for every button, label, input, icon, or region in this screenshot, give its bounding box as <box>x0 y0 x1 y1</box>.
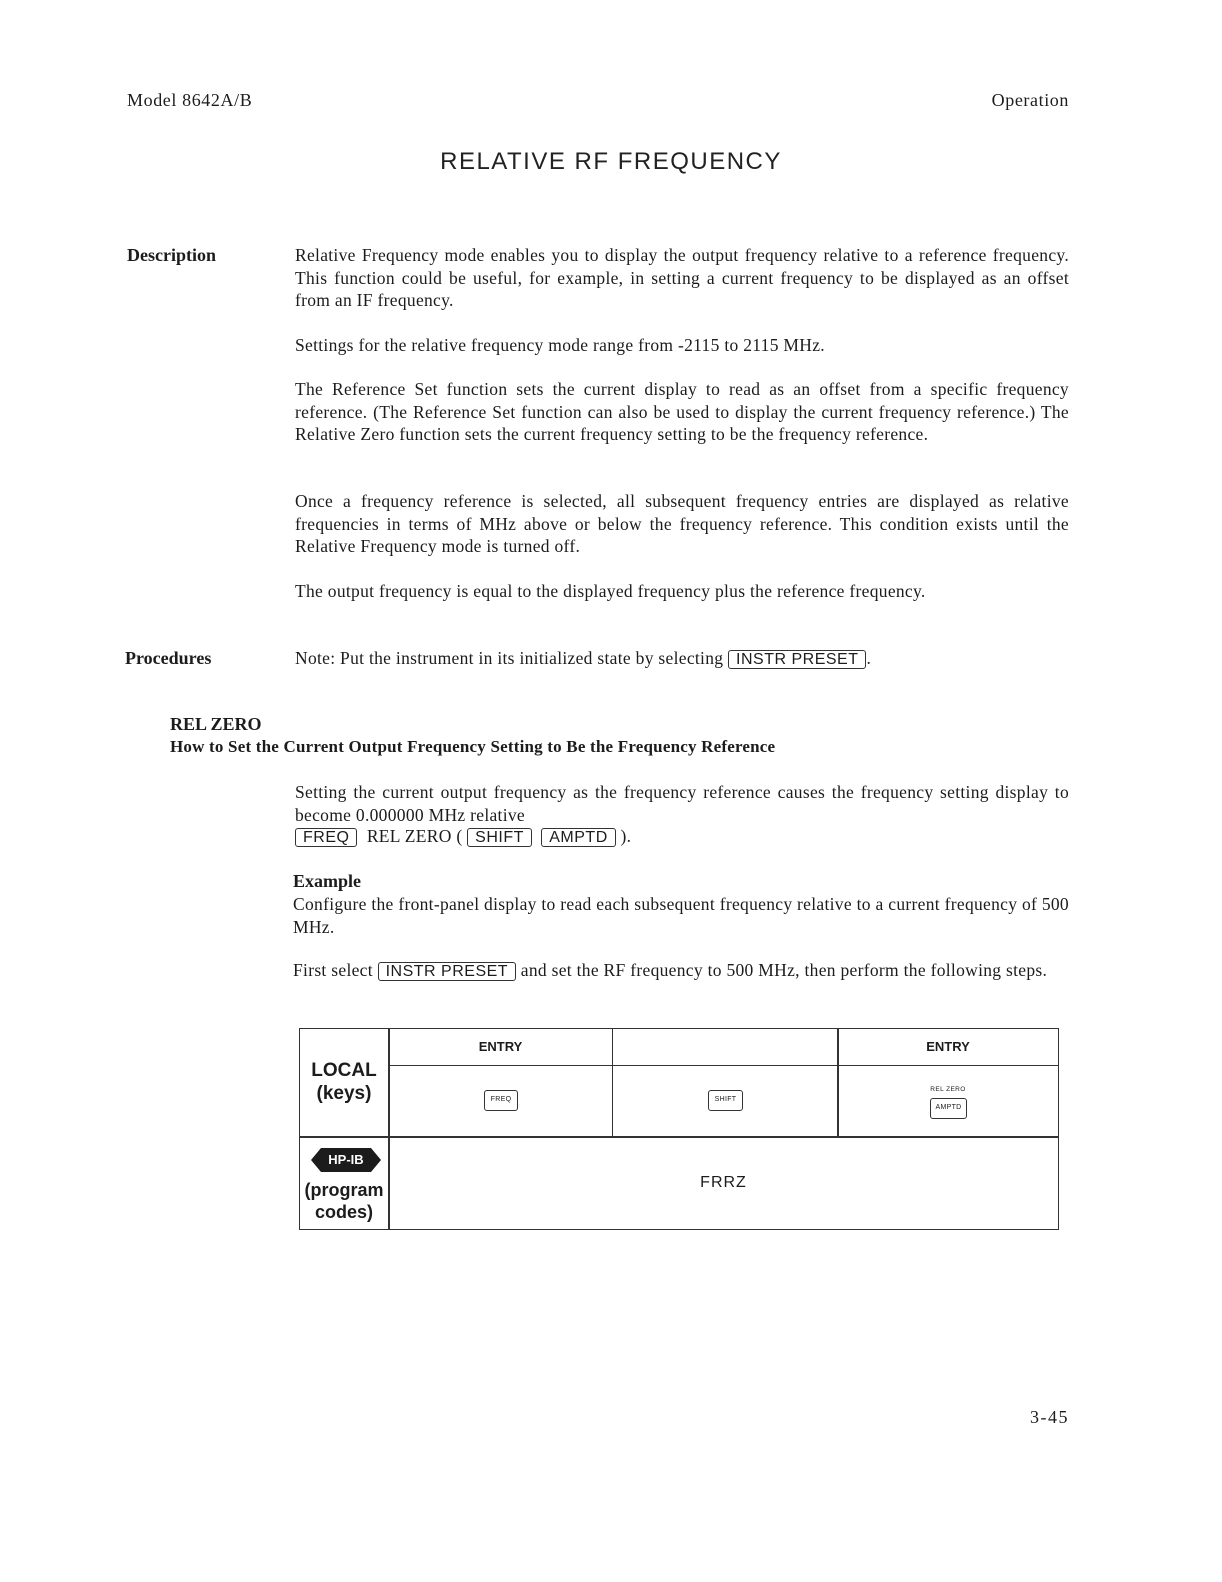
example-heading: Example <box>293 871 362 891</box>
amptd-key: AMPTD <box>541 828 616 847</box>
table-divider <box>300 1136 1058 1138</box>
program-code: FRRZ <box>700 1174 747 1191</box>
description-paragraph-4: Once a frequency reference is selected, all subsequent frequency entries are displayed as relative frequencies in terms of MHz above or below the frequency reference. This condition exists until the Relative Frequency mode is turned off. <box>295 491 1069 556</box>
shift-key-icon: SHIFT <box>708 1090 743 1111</box>
note-text: Note: Put the instrument in its initialized state by selecting <box>295 648 724 668</box>
page-number: 3-45 <box>1030 1407 1069 1427</box>
description-paragraph-1: Relative Frequency mode enables you to display the output frequency relative to a reference frequency. This function could be useful, for example, in setting a current frequency to be displayed as an offset from an IF frequency. <box>295 245 1069 310</box>
hpib-logo-text: HP-IB <box>328 1152 364 1167</box>
local-sub-text: (keys) <box>316 1083 372 1104</box>
section-header: Operation <box>991 90 1069 110</box>
sequence-end: ). <box>620 826 632 846</box>
example-text-start: First select <box>293 960 373 980</box>
rel-zero-text: Setting the current output frequency as the frequency reference causes the frequency setting display to become 0.000000 MHz relative <box>295 782 1069 825</box>
table-divider <box>388 1065 1058 1066</box>
table-divider <box>388 1029 390 1229</box>
rel-zero-key-sequence <box>295 825 1069 848</box>
key-sequence-table <box>299 1028 1059 1230</box>
hpib-label-line2: codes) <box>314 1202 374 1222</box>
hpib-label <box>300 1179 388 1223</box>
entry-header-2: ENTRY <box>926 1039 970 1054</box>
note-end: . <box>866 648 872 668</box>
local-label <box>300 1059 388 1105</box>
rel-zero-heading: REL ZERO <box>170 714 262 734</box>
example-paragraph-1: Configure the front-panel display to read each subsequent frequency relative to a current frequency of 500 MHz. <box>293 894 1069 937</box>
description-paragraph-2: Settings for the relative frequency mode range from -2115 to 2115 MHz. <box>295 335 825 355</box>
freq-key-icon: FREQ <box>484 1090 518 1111</box>
instr-preset-key: INSTR PRESET <box>728 650 866 669</box>
description-paragraph-3: The Reference Set function sets the current display to read as an offset from a specific frequency reference. (The Reference Set function can also be used to display the current frequency reference.) The Relative Zero function sets the current frequency setting to be the frequency reference. <box>295 379 1069 444</box>
example-paragraph-2 <box>293 959 1069 982</box>
entry-header-1: ENTRY <box>478 1039 523 1054</box>
example-text-end: and set the RF frequency to 500 MHz, then perform the following steps. <box>520 960 1048 980</box>
rel-zero-key-label: REL ZERO <box>930 1086 966 1093</box>
shift-key: SHIFT <box>467 828 532 847</box>
amptd-key-icon: AMPTD <box>930 1098 967 1119</box>
hpib-label-line1: (program <box>304 1180 384 1200</box>
rel-zero-subheading: How to Set the Current Output Frequency Setting to Be the Frequency Reference <box>170 737 776 756</box>
description-label: Description <box>127 245 216 265</box>
instr-preset-key-2: INSTR PRESET <box>378 962 516 981</box>
table-divider <box>612 1029 613 1136</box>
freq-key: FREQ <box>295 828 357 847</box>
rel-zero-text-label: REL ZERO ( <box>366 826 463 846</box>
local-label-text: LOCAL <box>311 1060 377 1081</box>
procedures-note <box>295 647 1069 670</box>
page-title: RELATIVE RF FREQUENCY <box>440 148 782 175</box>
procedures-label: Procedures <box>125 648 212 668</box>
model-header: Model 8642A/B <box>127 90 253 110</box>
description-paragraph-5: The output frequency is equal to the displayed frequency plus the reference frequency. <box>295 581 926 601</box>
